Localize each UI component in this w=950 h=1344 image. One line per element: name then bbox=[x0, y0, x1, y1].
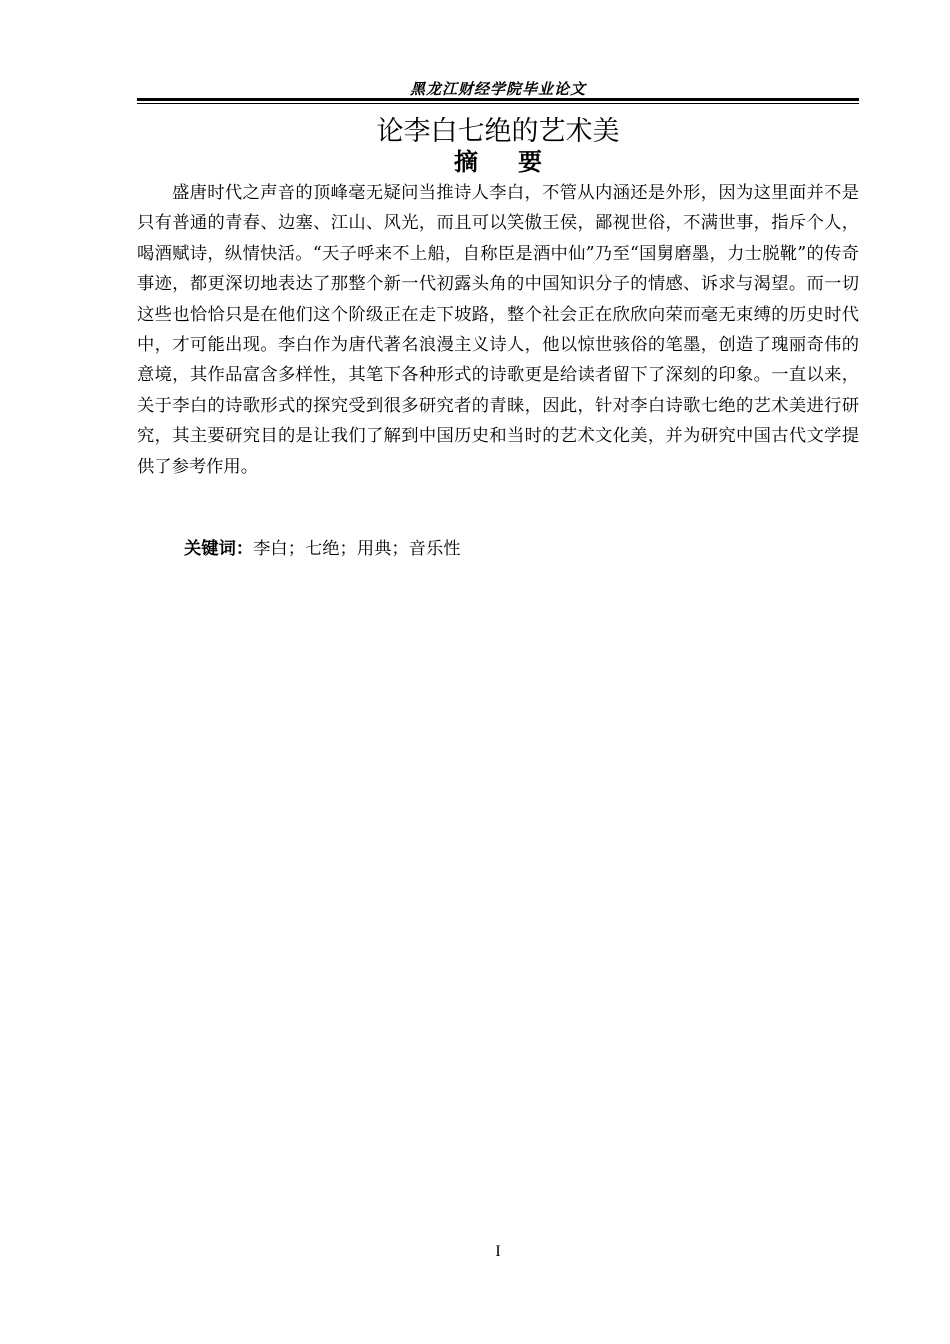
page-number: I bbox=[495, 1243, 501, 1260]
keywords-label: 关键词： bbox=[184, 539, 254, 559]
running-header: 黑龙江财经学院毕业论文 bbox=[409, 80, 586, 98]
abstract-body: 盛唐时代之声音的顶峰毫无疑问当推诗人李白，不管从内涵还是外形，因为这里面并不是只有普通的青春、边塞、江山、风光，而且可以笑傲王侯，鄙视世俗，不满世事，指斥个人，喝酒赋诗，纵情快活。“天子呼来不上船，自称臣是酒中仙”乃至“国舅磨墨，力士脱靴”的传奇事迹，都更深切地表达了那整个新一代初露头角的中国知识分子的情感、诉求与渴望。而一切这些也恰恰只是在他们这个阶级正在走下坡路，整个社会正在欣欣向荣而毫无束缚的历史时代中，才可能出现。李白作为唐代著名浪漫主义诗人，他以惊世骇俗的笔墨，创造了瑰丽奇伟的意境，其作品富含多样性，其笔下各种形式的诗歌更是给读者留下了深刻的印象。一直以来，关于李白的诗歌形式的探究受到很多研究者的青睐，因此，针对李白诗歌七绝的艺术美进行研究，其主要研究目的是让我们了解到中国历史和当时的艺术文化美，并为研究中国古代文学提供了参考作用。 bbox=[137, 183, 859, 477]
abstract-heading: 摘要 bbox=[454, 148, 582, 176]
header-rule-thick bbox=[137, 98, 859, 101]
header-rule-thin bbox=[137, 103, 859, 104]
document-title: 论李白七绝的艺术美 bbox=[376, 116, 620, 147]
keywords-line bbox=[184, 535, 461, 563]
keywords-values: 李白；七绝；用典；音乐性 bbox=[253, 539, 461, 559]
